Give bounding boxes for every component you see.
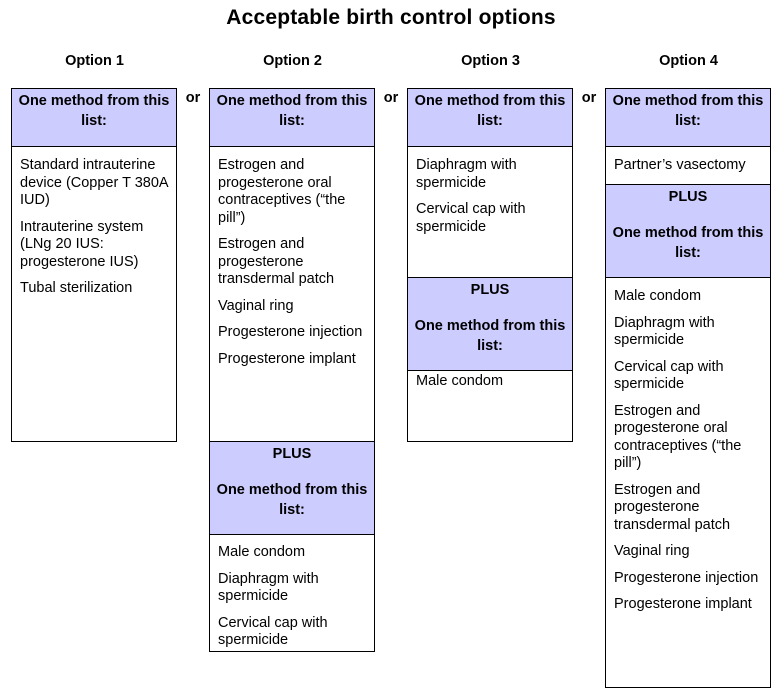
- list-item: Cervical cap with spermicide: [416, 201, 526, 235]
- option-1-list: [20, 157, 170, 307]
- list-item: Progesterone injection: [218, 324, 363, 340]
- or-separator-2: or: [383, 90, 399, 106]
- list-item: Vaginal ring: [218, 297, 294, 314]
- list-item: Male condom: [218, 544, 306, 560]
- list-item: Diaphragm with spermicide: [614, 314, 715, 348]
- list-item: Cervical cap with spermicide: [614, 358, 724, 392]
- list-item: Estrogen and progesterone oral contraceptives (“the pill”): [218, 157, 346, 226]
- page-title: Acceptable birth control options: [226, 6, 556, 29]
- option-4-label: Option 4: [659, 53, 718, 69]
- option-4-second-header: One method from this list:: [612, 225, 764, 261]
- option-2-header: One method from this list:: [209, 88, 375, 147]
- list-item: Intrauterine system (LNg 20 IUS: progesterone IUS): [20, 218, 144, 270]
- option-4-second-list: [614, 288, 766, 623]
- list-item: Vaginal ring: [614, 543, 690, 559]
- option-4-header: One method from this list:: [605, 88, 771, 147]
- option-3-list: [416, 157, 566, 245]
- option-3-second-list: [416, 373, 566, 400]
- option-1-header: One method from this list:: [11, 88, 177, 147]
- list-item: Standard intrauterine device (Copper T 380A IUD): [20, 157, 168, 208]
- or-separator-1: or: [185, 90, 201, 106]
- option-2-list: [218, 157, 368, 377]
- list-item: Diaphragm with spermicide: [218, 570, 319, 604]
- option-3-plus-header: [407, 277, 573, 371]
- list-item: Male condom: [614, 288, 702, 304]
- plus-label: PLUS: [470, 282, 510, 298]
- list-item: Estrogen and progesterone transdermal patch: [614, 481, 731, 533]
- list-item: Progesterone implant: [614, 596, 752, 612]
- plus-label: PLUS: [272, 446, 312, 462]
- or-separator-3: or: [581, 90, 597, 106]
- list-item: Cervical cap with spermicide: [218, 614, 328, 648]
- option-1-label: Option 1: [65, 53, 124, 69]
- plus-label: PLUS: [668, 189, 708, 205]
- list-item: Progesterone implant: [218, 350, 356, 367]
- option-2-label: Option 2: [263, 53, 322, 69]
- list-item: Diaphragm with spermicide: [416, 157, 517, 191]
- list-item: Partner’s vasectomy: [614, 157, 746, 173]
- list-item: Progesterone injection: [614, 569, 759, 586]
- option-3-header: One method from this list:: [407, 88, 573, 147]
- option-3-label: Option 3: [461, 53, 520, 69]
- list-item: Estrogen and progesterone transdermal patch: [218, 236, 335, 287]
- option-2-plus-header: [209, 441, 375, 535]
- option-3-second-header: One method from this list:: [414, 318, 566, 354]
- option-2-second-list: [218, 544, 368, 659]
- option-4-plus-header: [605, 184, 771, 278]
- option-2-second-header: One method from this list:: [216, 482, 368, 518]
- option-4-list: [614, 157, 766, 184]
- list-item: Tubal sterilization: [20, 280, 133, 296]
- list-item: Estrogen and progesterone oral contraceptives (“the pill”): [614, 402, 742, 471]
- list-item: Male condom: [416, 373, 504, 389]
